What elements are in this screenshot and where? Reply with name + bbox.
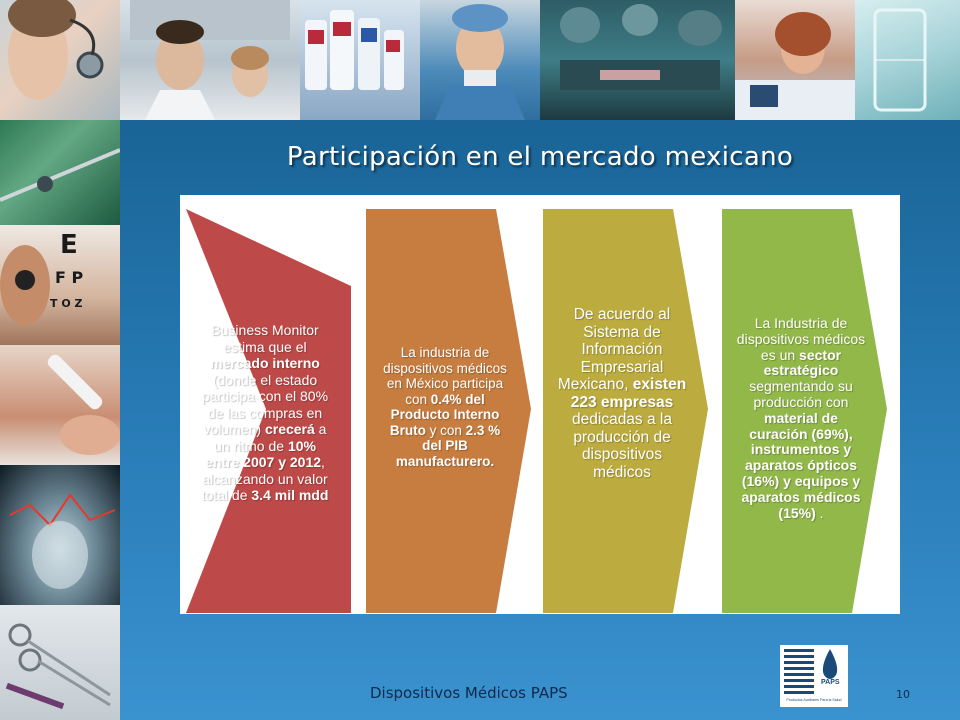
- photo-surgeon: [420, 0, 540, 120]
- photo-lab-glassware: [855, 0, 960, 120]
- step-text-run: 3.4 mil mdd: [251, 487, 329, 503]
- paps-logo: [780, 645, 848, 707]
- svg-text:T O Z: T O Z: [50, 297, 83, 310]
- svg-text:E: E: [60, 230, 78, 260]
- logo-subtitle: Productos Auxiliares Para la Salud: [786, 698, 842, 702]
- step-text-run: 0.4% del Producto Interno Bruto: [389, 391, 500, 438]
- photo-operating-room: [540, 0, 735, 120]
- step-text-run: La Industria de dispositivos médicos es un: [736, 315, 866, 363]
- step-text-run: y con: [425, 422, 466, 438]
- photo-medical-instruments-green: [0, 120, 120, 225]
- logo-text: PAPS: [821, 679, 840, 686]
- step-text-run: material de curación (69%), instrumentos y aparatos ópticos (16%) y equipos y aparatos médicos (15%): [741, 409, 861, 521]
- chevron-step-4-text: [736, 316, 866, 521]
- photo-surgical-scissors: [0, 605, 120, 720]
- step-text-run: segmentando su producción con: [749, 378, 853, 410]
- step-text-run: existen 223 empresas: [570, 376, 687, 411]
- left-photo-strip: [0, 120, 120, 720]
- step-text-run: 2.3 % del PIB manufacturero.: [395, 422, 501, 469]
- step-text-run: , alcanzando un valor total de: [201, 454, 328, 503]
- photo-injection-pen: [0, 345, 120, 465]
- svg-text:F P: F P: [55, 268, 84, 287]
- step-text-run: .: [815, 504, 824, 521]
- step-text-run: dedicadas a la producción de dispositivos médicos: [572, 411, 672, 481]
- slide-title: Participación en el mercado mexicano: [286, 142, 794, 172]
- photo-doctor-xray: [120, 0, 300, 120]
- photo-bottles: [300, 0, 420, 120]
- step-text-run: mercado interno: [210, 355, 320, 371]
- photo-nurse-stethoscope: [0, 0, 120, 120]
- chevron-step-2: [366, 209, 531, 613]
- step-text-run: 10% entre 2007 y 2012: [205, 437, 322, 470]
- chevron-step-1-text: [200, 322, 330, 504]
- step-text-run: crecerá: [264, 421, 315, 437]
- step-text-run: sector estratégico: [763, 346, 842, 379]
- step-text-run: (donde el estado participa con el 80% de las compras en volumen): [201, 371, 329, 437]
- chevron-step-2-text: [380, 345, 510, 469]
- page-number: 10: [896, 688, 910, 701]
- chevron-step-1: [186, 209, 351, 613]
- step-text-run: De acuerdo al Sistema de Información Empresarial Mexicano,: [557, 306, 671, 393]
- step-text-run: a un ritmo de: [214, 421, 327, 454]
- chevron-step-3-text: [557, 306, 687, 481]
- step-text-run: Business Monitor estima que el: [211, 322, 319, 355]
- chevron-step-3: [543, 209, 708, 613]
- top-photo-strip: [0, 0, 960, 120]
- step-text-run: La industria de dispositivos médicos en México participa con: [383, 345, 507, 407]
- chevron-step-4: [722, 209, 887, 613]
- photo-chest-xray: [0, 465, 120, 605]
- chevron-process-diagram: [180, 195, 900, 614]
- photo-patient-blood-pressure: [735, 0, 855, 120]
- photo-eye-exam: [0, 225, 120, 345]
- footer-text: Dispositivos Médicos PAPS: [370, 684, 568, 702]
